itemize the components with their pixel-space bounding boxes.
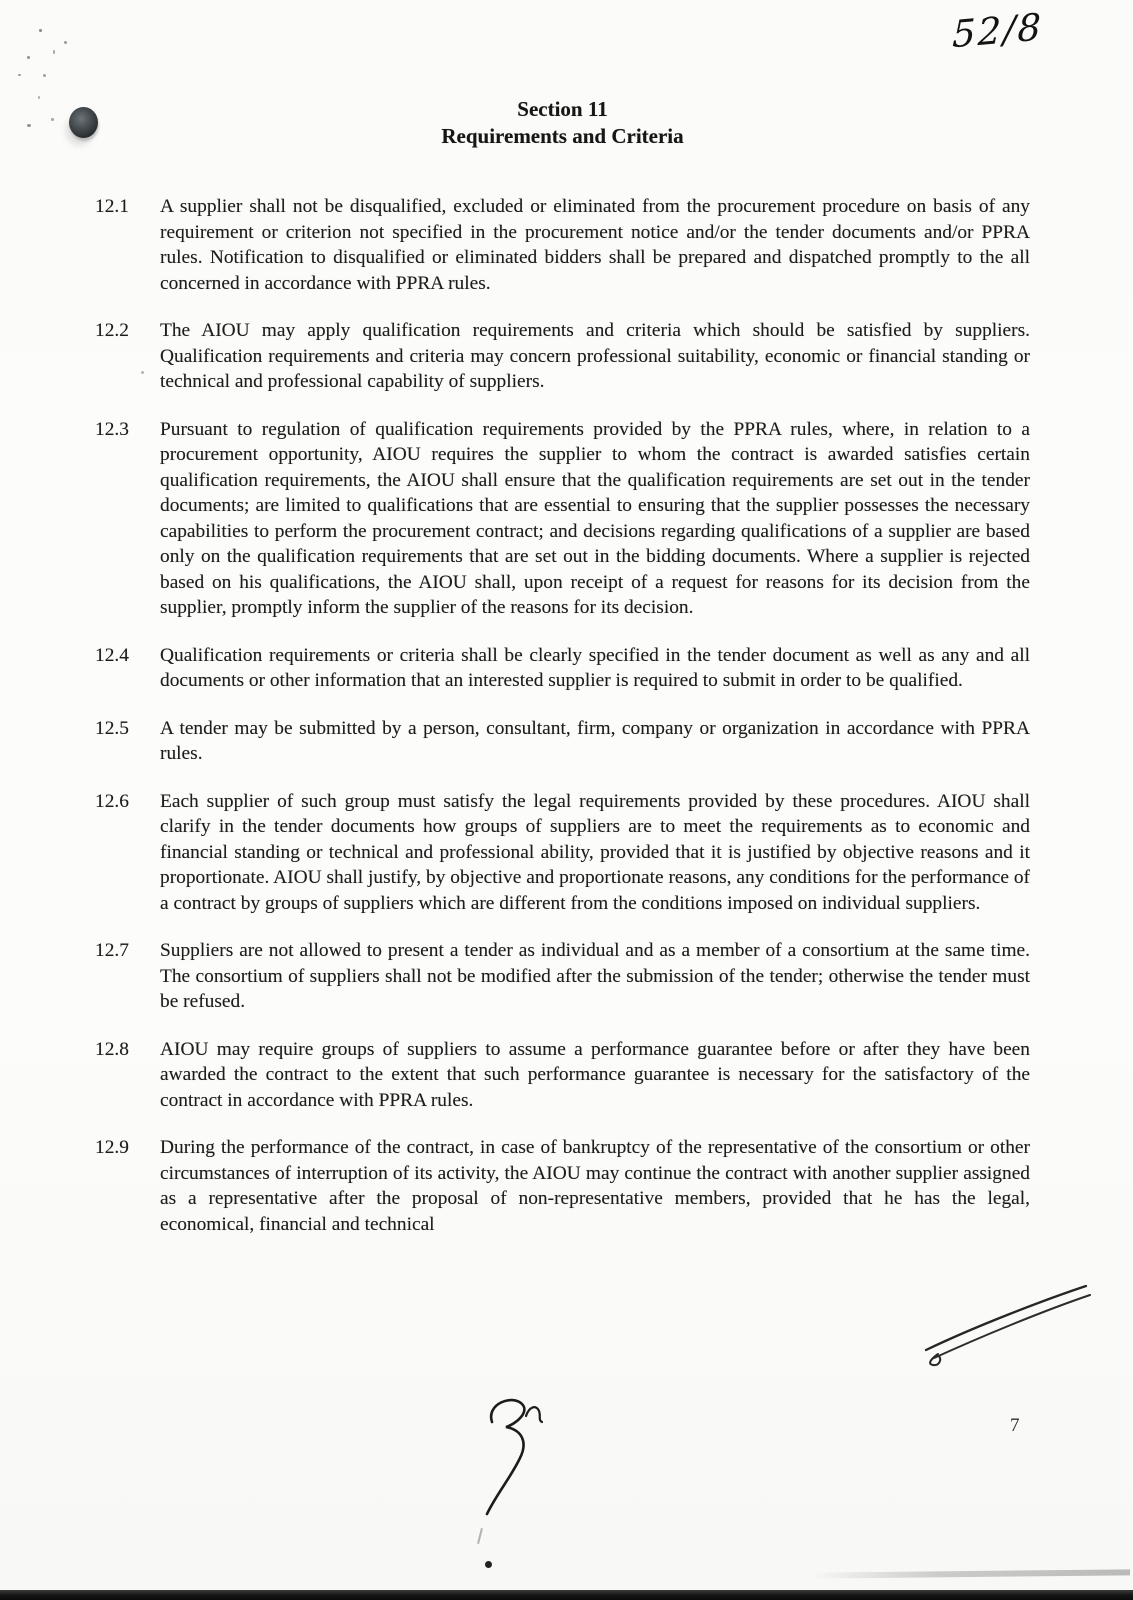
- paragraph-number: 12.5: [95, 717, 129, 739]
- paragraph-number: 12.8: [95, 1038, 129, 1060]
- document-content: [95, 96, 1030, 1237]
- paragraph-text: A supplier shall not be disqualified, excluded or eliminated from the procurement procedure on basis of any requirement or criterion not specified in the procurement notice and/or the tender documents and/or PPRA rules. Notification to disqualified or eliminated bidders shall be prepared and dispatched promptly to the all concerned in accordance with PPRA rules.: [160, 196, 1030, 294]
- paragraph-number: 12.7: [95, 940, 129, 961]
- paper-speck: [53, 50, 55, 54]
- paragraph-text: The AIOU may apply qualification requirements and criteria which should be satisfied by suppliers. Qualification requirements and criteria may concern professional suitability, economic or financial standing or technical and professional capability of suppliers.: [160, 320, 1030, 392]
- page-number: 7: [1010, 1415, 1020, 1436]
- section-title-line2: Requirements and Criteria: [441, 124, 684, 148]
- paper-speck: [38, 96, 40, 99]
- paragraph-12-2: [95, 318, 1030, 395]
- paragraph-text: Each supplier of such group must satisfy the legal requirements provided by these procedures. AIOU shall clarify in the tender documents how groups of suppliers are to meet the requirements as to economic and financial standing or technical and professional ability, provided that it is justified by objective reasons and it proportionate. AIOU shall justify, by objective and proportionate reasons, any conditions for the performance of a contract by groups of suppliers which are different from the conditions imposed on individual suppliers.: [160, 790, 1030, 914]
- paper-speck: [27, 124, 31, 127]
- scan-streak: [810, 1569, 1130, 1578]
- paragraph-12-7: [95, 938, 1030, 1015]
- paragraph-text: AIOU may require groups of suppliers to assume a performance guarantee before or after they have been awarded the contract to the extent that such performance guarantee is necessary for the satisfactory of the contract in accordance with PPRA rules.: [160, 1038, 1030, 1111]
- scanner-edge-band: [0, 1590, 1133, 1600]
- paper-speck: [39, 29, 42, 32]
- paragraph-number: 12.2: [95, 320, 129, 341]
- paragraph-text: A tender may be submitted by a person, consultant, firm, company or organization in accordance with PPRA rules.: [160, 717, 1030, 764]
- paper-speck: [18, 74, 21, 76]
- paragraph-number: 12.9: [95, 1137, 129, 1158]
- signature-flourish-icon: [912, 1280, 1097, 1380]
- paragraph-number: 12.1: [95, 196, 129, 217]
- paragraph-12-5: [95, 716, 1030, 767]
- paper-speck: [64, 41, 67, 44]
- paper-speck: [43, 74, 46, 77]
- paper-speck: [27, 56, 30, 59]
- paragraph-text: During the performance of the contract, in case of bankruptcy of the representative of the consortium or other circumstances of interruption of its activity, the AIOU may continue the contract with another supplier assigned as a representative after the proposal of non-representative members, provided that he has the legal, economical, financial and technical: [160, 1137, 1030, 1235]
- punch-hole-icon: [69, 107, 98, 138]
- paragraph-12-1: [95, 194, 1030, 296]
- paragraph-text: Qualification requirements or criteria shall be clearly specified in the tender document as well as any and all documents or other information that an interested supplier is required to submit in order to be qualified.: [160, 644, 1030, 691]
- paragraph-text: Pursuant to regulation of qualification requirements provided by the PPRA rules, where, in relation to a procurement opportunity, AIOU requires the supplier to whom the contract is awarded satisfies certain qualification requirements, the AIOU shall ensure that the qualification requirements are set out in the tender documents; are limited to qualifications that are essential to ensuring that the supplier possesses the necessary capabilities to perform the procurement contract; and decisions regarding qualifications of a supplier are based only on the qualification requirements that are set out in the bidding documents. Where a supplier is rejected based on his qualifications, the AIOU shall, upon receipt of a request for reasons for its decision from the supplier, promptly inform the supplier of the reasons for its decision.: [160, 418, 1030, 618]
- section-title-line1: Section 11: [517, 97, 608, 121]
- handwritten-fraction-note: 52/8: [951, 5, 1044, 57]
- paragraph-12-4: [95, 643, 1030, 694]
- paper-speck: [51, 118, 54, 121]
- paragraph-12-9: [95, 1135, 1030, 1237]
- handwritten-scribble-icon: [468, 1392, 563, 1527]
- paragraph-number: 12.4: [95, 644, 129, 666]
- paragraph-12-3: [95, 417, 1030, 621]
- scan-artifact: [477, 1528, 483, 1544]
- paragraph-number: 12.3: [95, 418, 129, 440]
- paragraph-number: 12.6: [95, 790, 129, 812]
- paragraph-12-6: [95, 789, 1030, 917]
- paragraph-12-8: [95, 1037, 1030, 1114]
- paragraph-text: Suppliers are not allowed to present a tender as individual and as a member of a consortium at the same time. The consortium of suppliers shall not be modified after the submission of the tender; otherwise the tender must be refused.: [160, 940, 1030, 1012]
- section-title: [95, 96, 1030, 150]
- ink-dot: [485, 1561, 492, 1568]
